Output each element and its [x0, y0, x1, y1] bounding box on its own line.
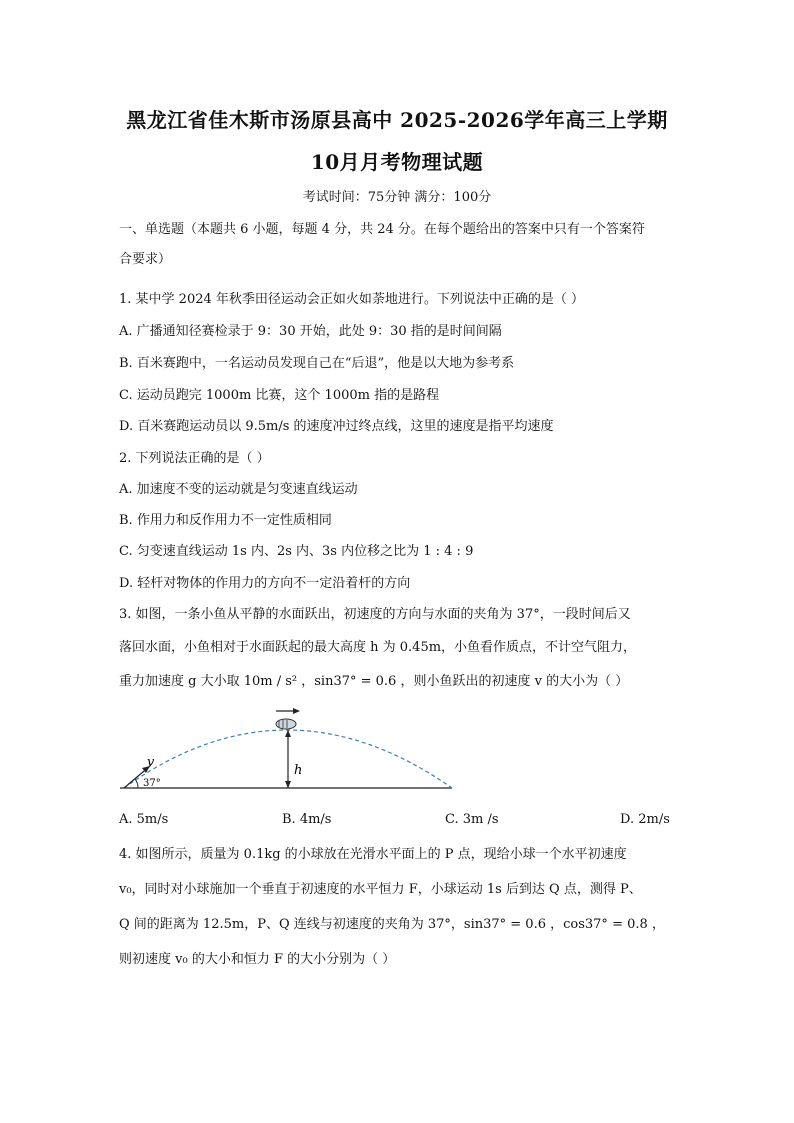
exam-title-line1: 黑龙江省佳木斯市汤原县高中 2025-2026学年高三上学期 — [126, 108, 668, 132]
angle-label: 37° — [143, 778, 161, 789]
q2-option-d: D. 轻杆对物体的作用力的方向不一定沿着杆的方向 — [119, 576, 411, 591]
section-heading-line1: 一、单选题（本题共 6 小题，每题 4 分，共 24 分。在每个题给出的答案中只有一个答案符 — [119, 222, 645, 237]
section-heading-line2: 合要求） — [119, 252, 172, 267]
v-label: v — [147, 755, 155, 770]
exam-info: 考试时间：75分钟 满分：100分 — [302, 190, 492, 205]
q1-stem: 1. 某中学 2024 年秋季田径运动会正如火如荼地进行。下列说法中正确的是（ ） — [119, 292, 585, 307]
exam-title-line2: 10月月考物理试题 — [310, 150, 484, 174]
q2-option-b: B. 作用力和反作用力不一定性质相同 — [119, 513, 332, 528]
q1-option-b: B. 百米赛跑中，一名运动员发现自己在“后退”，他是以大地为参考系 — [119, 356, 515, 371]
q4-line1: 4. 如图所示，质量为 0.1kg 的小球放在光滑水平面上的 P 点，现给小球一个水平初速度 — [119, 847, 627, 862]
h-label: h — [294, 763, 303, 778]
q4-line2: v₀，同时对小球施加一个垂直于初速度的水平恒力 F，小球运动 1s 后到达 Q 点，测得 P、 — [119, 882, 642, 897]
q4-line4: 则初速度 v₀ 的大小和恒力 F 的大小分别为（ ） — [119, 952, 396, 967]
top-velocity-arrowhead — [293, 708, 300, 714]
q3-option-c: C. 3m /s — [445, 812, 499, 827]
q3-option-d: D. 2m/s — [620, 812, 670, 827]
q2-stem: 2. 下列说法正确的是（ ） — [119, 451, 270, 466]
height-arrowhead-top — [285, 730, 291, 737]
q3-line2: 落回水面，小鱼相对于水面跃起的最大高度 h 为 0.45m，小鱼看作质点，不计空气阻力， — [119, 640, 637, 655]
q3-option-a: A. 5m/s — [119, 812, 169, 827]
q1-option-d: D. 百米赛跑运动员以 9.5m/s 的速度冲过终点线，这里的速度是指平均速度 — [119, 419, 554, 434]
fish-jump-figure — [118, 704, 458, 796]
height-arrowhead-bottom — [285, 781, 291, 788]
q2-option-a: A. 加速度不变的运动就是匀变速直线运动 — [119, 482, 358, 497]
q2-option-c: C. 匀变速直线运动 1s 内、2s 内、3s 内位移之比为 1 : 4 : 9 — [119, 544, 474, 559]
angle-arc — [135, 779, 138, 788]
q1-option-c: C. 运动员跑完 1000m 比赛，这个 1000m 指的是路程 — [119, 388, 440, 403]
q3-option-b: B. 4m/s — [282, 812, 332, 827]
q3-line3: 重力加速度 g 大小取 10m / s² ，sin37° = 0.6 ，则小鱼跃出的初速度 v 的大小为（ ） — [119, 674, 629, 689]
q4-line3: Q 间的距离为 12.5m，P、Q 连线与初速度的夹角为 37°，sin37° = 0.6 ，cos37° = 0.8 ， — [119, 917, 665, 932]
q3-line1: 3. 如图，一条小鱼从平静的水面跃出，初速度的方向与水面的夹角为 37°，一段时间后又 — [119, 607, 631, 622]
q1-option-a: A. 广播通知径赛检录于 9：30 开始，此处 9：30 指的是时间间隔 — [119, 324, 502, 339]
